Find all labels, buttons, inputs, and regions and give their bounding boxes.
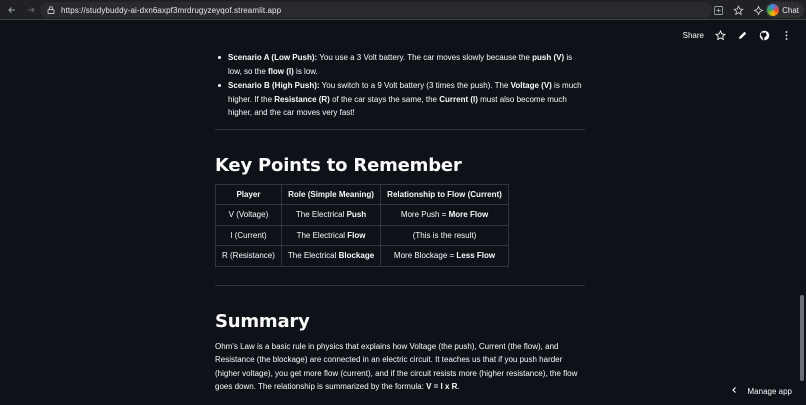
chat-label: Chat	[782, 5, 799, 15]
scenario-text: You switch to a 9 Volt battery (3 times the push). The	[319, 81, 511, 90]
scenario-bold-term: flow (I)	[268, 66, 294, 76]
role-text: The Electrical	[287, 251, 339, 261]
scenario-text: You use a 3 Volt battery. The car moves slowly because the	[317, 53, 533, 62]
chat-button[interactable]	[765, 2, 804, 18]
relationship-text: More Blockage =	[393, 251, 457, 261]
relationship-text: (This is the result)	[412, 230, 477, 240]
player-cell: V (Voltage)	[216, 205, 282, 226]
assistant-logo-icon	[767, 4, 779, 16]
role-text: The Electrical	[295, 210, 347, 220]
summary-heading: Summary	[215, 310, 310, 332]
app-container	[0, 21, 806, 405]
browser-toolbar	[0, 0, 806, 20]
relationship-text: More Push =	[400, 210, 449, 220]
forward-arrow-icon[interactable]	[23, 2, 39, 18]
key-points-table	[215, 184, 509, 267]
star-icon[interactable]	[714, 29, 726, 41]
player-cell: R (Resistance)	[216, 246, 282, 267]
chevron-left-icon	[730, 386, 738, 396]
relationship-bold: More Flow	[448, 210, 489, 220]
scenario-text: is much higher. If the	[228, 81, 582, 104]
key-points-heading: Key Points to Remember	[215, 154, 462, 176]
table-header-cell: Role (Simple Meaning)	[281, 184, 380, 205]
relationship-cell	[381, 225, 509, 246]
manage-app-button[interactable]	[730, 386, 792, 396]
manage-app-label: Manage app	[747, 386, 792, 396]
install-app-icon[interactable]	[712, 4, 725, 17]
role-bold: Flow	[347, 230, 366, 240]
relationship-bold: Less Flow	[456, 251, 496, 261]
scenario-text: must also become much higher, and the car moves very fast!	[228, 94, 567, 117]
app-toolbar	[683, 29, 792, 41]
share-button[interactable]: Share	[682, 30, 704, 40]
scenario-item	[215, 51, 585, 78]
relationship-cell	[381, 205, 509, 226]
scenario-text: of the car stays the same, the	[329, 94, 440, 104]
summary-paragraph	[215, 340, 585, 394]
github-icon[interactable]	[758, 29, 770, 41]
scenario-text: is low, so the	[228, 53, 573, 76]
player-cell: I (Current)	[216, 225, 282, 246]
divider	[215, 285, 585, 286]
scenario-bold-term: push (V)	[532, 53, 565, 62]
scenario-title: Scenario B (High Push):	[228, 81, 320, 90]
scenario-title: Scenario A (Low Push):	[228, 53, 318, 62]
table-row	[216, 225, 509, 246]
address-bar[interactable]	[40, 2, 712, 18]
role-text: The Electrical	[296, 230, 348, 240]
role-cell	[281, 225, 380, 246]
divider	[215, 129, 585, 130]
table-header-cell: Relationship to Flow (Current)	[381, 184, 509, 205]
table-row	[216, 246, 509, 267]
relationship-cell	[381, 246, 509, 267]
table-header-cell: Player	[216, 184, 282, 205]
role-bold: Blockage	[338, 251, 375, 261]
table-header-row	[216, 184, 509, 205]
summary-end: .	[457, 382, 460, 391]
scenario-item	[215, 79, 585, 120]
scenario-bold-term: Current (I)	[439, 94, 478, 104]
scenario-text: is low.	[293, 66, 318, 76]
url-text[interactable]: https://studybuddy-ai-dxn6axpf3mrdrugyzeyqof.streamlit.app	[61, 5, 282, 15]
role-cell	[281, 205, 380, 226]
role-cell	[281, 246, 380, 267]
scenario-bold-term: Resistance (R)	[274, 94, 330, 104]
bookmark-star-icon[interactable]	[732, 4, 745, 17]
page-scrollbar[interactable]	[800, 295, 804, 381]
scenario-bold-term: Voltage (V)	[510, 81, 552, 90]
summary-text: Ohm's Law is a basic rule in physics that explains how Voltage (the push), Current (the flow), and Resistance (the blockage) are connected in an electric circuit. It teaches us that if you push harder (higher voltage), you get more flow (current), and if the circuit resists more (higher resistance), the flow goes down. The relationship is summarized by the formula:	[215, 341, 578, 391]
site-info-icon[interactable]	[45, 4, 57, 16]
table-row	[216, 205, 509, 226]
main-content	[215, 51, 585, 394]
extensions-icon[interactable]	[752, 4, 765, 17]
pencil-icon[interactable]	[736, 29, 748, 41]
kebab-menu-icon[interactable]	[780, 29, 792, 41]
summary-formula: V = I x R	[426, 382, 458, 391]
scenario-list	[215, 51, 585, 120]
back-arrow-icon[interactable]	[4, 2, 20, 18]
role-bold: Push	[346, 210, 367, 220]
